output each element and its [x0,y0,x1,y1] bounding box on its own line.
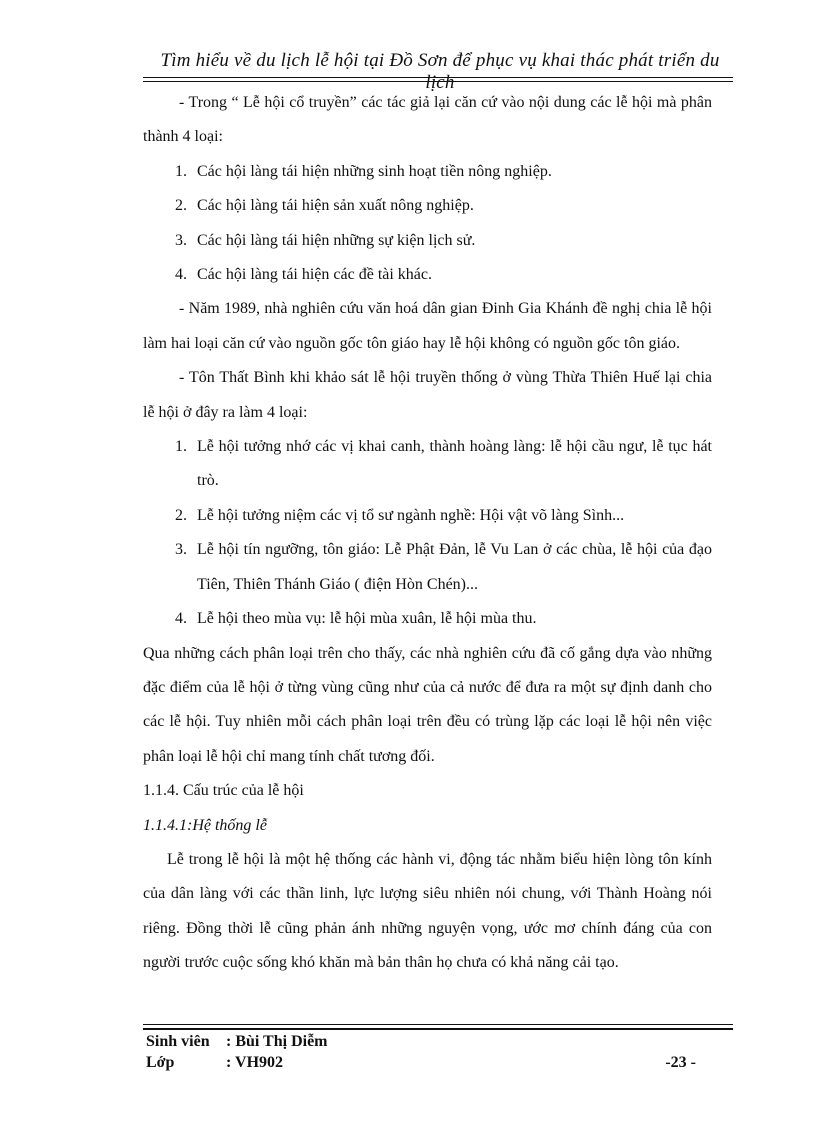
footer-rule [143,1028,733,1030]
paragraph: Qua những cách phân loại trên cho thấy, các nhà nghiên cứu đã cố gắng dựa vào những đặc điểm của lễ hội ở từng vùng cũng như của cả nước để đưa ra một sự định danh cho các lễ hội. Tuy nhiên mỗi cách phân loại trên đều có trùng lặp các loại lễ hội nên việc phân loại lễ hội chỉ mang tính chất tương đối. [143,644,712,765]
list-item: 4. Lễ hội theo mùa vụ: lễ hội mùa xuân, lễ hội mùa thu. [175,610,537,628]
list-item: 2. Lễ hội tưởng niệm các vị tổ sư ngành nghề: Hội vật võ làng Sình... [175,506,625,524]
class-row [146,1052,696,1073]
header-rule-thin [143,81,733,82]
student-row [146,1031,696,1052]
student-name: : Bùi Thị Diễm [226,1033,328,1050]
header-rule [143,77,733,78]
list-item: 3. Các hội làng tái hiện những sự kiện lịch sử. [175,231,476,249]
paragraph: - Tôn Thất Bình khi khảo sát lễ hội truyền thống ở vùng Thừa Thiên Huế lại chia lễ hội ở đây ra làm 4 loại: [143,369,712,421]
paragraph: - Năm 1989, nhà nghiên cứu văn hoá dân gian Đinh Gia Khánh đề nghị chia lễ hội làm hai loại căn cứ vào nguồn gốc tôn giáo hay lễ hội không có nguồn gốc tôn giáo. [143,300,712,352]
list-item: 1. Lễ hội tưởng nhớ các vị khai canh, thành hoàng làng: lễ hội cầu ngư, lễ tục hát trò. [175,438,712,490]
class-label: Lớp [146,1054,175,1071]
section-heading: 1.1.4. Cấu trúc của lễ hội [143,782,304,800]
student-label: Sinh viên [146,1033,210,1050]
running-header: Tìm hiểu về du lịch lễ hội tại Đồ Sơn để phục vụ khai thác phát triển du lịch [160,50,720,93]
list-item: 2. Các hội làng tái hiện sản xuất nông nghiệp. [175,197,474,215]
paragraph: - Trong “ Lễ hội cổ truyền” các tác giả lại căn cứ vào nội dung các lễ hội mà phân thành 4 loại: [143,94,712,146]
footer-rule-thin [143,1024,733,1025]
classification-list-1 [143,155,712,293]
classification-list-2 [143,430,712,636]
paragraph: Lễ trong lễ hội là một hệ thống các hành vi, động tác nhằm biểu hiện lòng tôn kính của dân làng với các thần linh, lực lượng siêu nhiên nói chung, với Thành Hoàng nói riêng. Đồng thời lễ cũng phản ánh những nguyện vọng, ước mơ chính đáng của con người trước cuộc sống khó khăn mà bản thân họ chưa có khả năng cải tạo. [143,850,712,972]
class-value: : VH902 [226,1054,284,1071]
page-body [143,86,712,981]
subsection-heading: 1.1.4.1:Hệ thống lễ [143,816,267,834]
page-footer [146,1031,696,1073]
page-number: -23 - [665,1054,696,1071]
list-item: 3. Lễ hội tín ngưỡng, tôn giáo: Lễ Phật Đản, lễ Vu Lan ở các chùa, lễ hội của đạo Tiên, Thiên Thánh Giáo ( điện Hòn Chén)... [175,541,712,593]
list-item: 4. Các hội làng tái hiện các đề tài khác. [175,266,433,284]
list-item: 1. Các hội làng tái hiện những sinh hoạt tiền nông nghiệp. [175,162,552,180]
